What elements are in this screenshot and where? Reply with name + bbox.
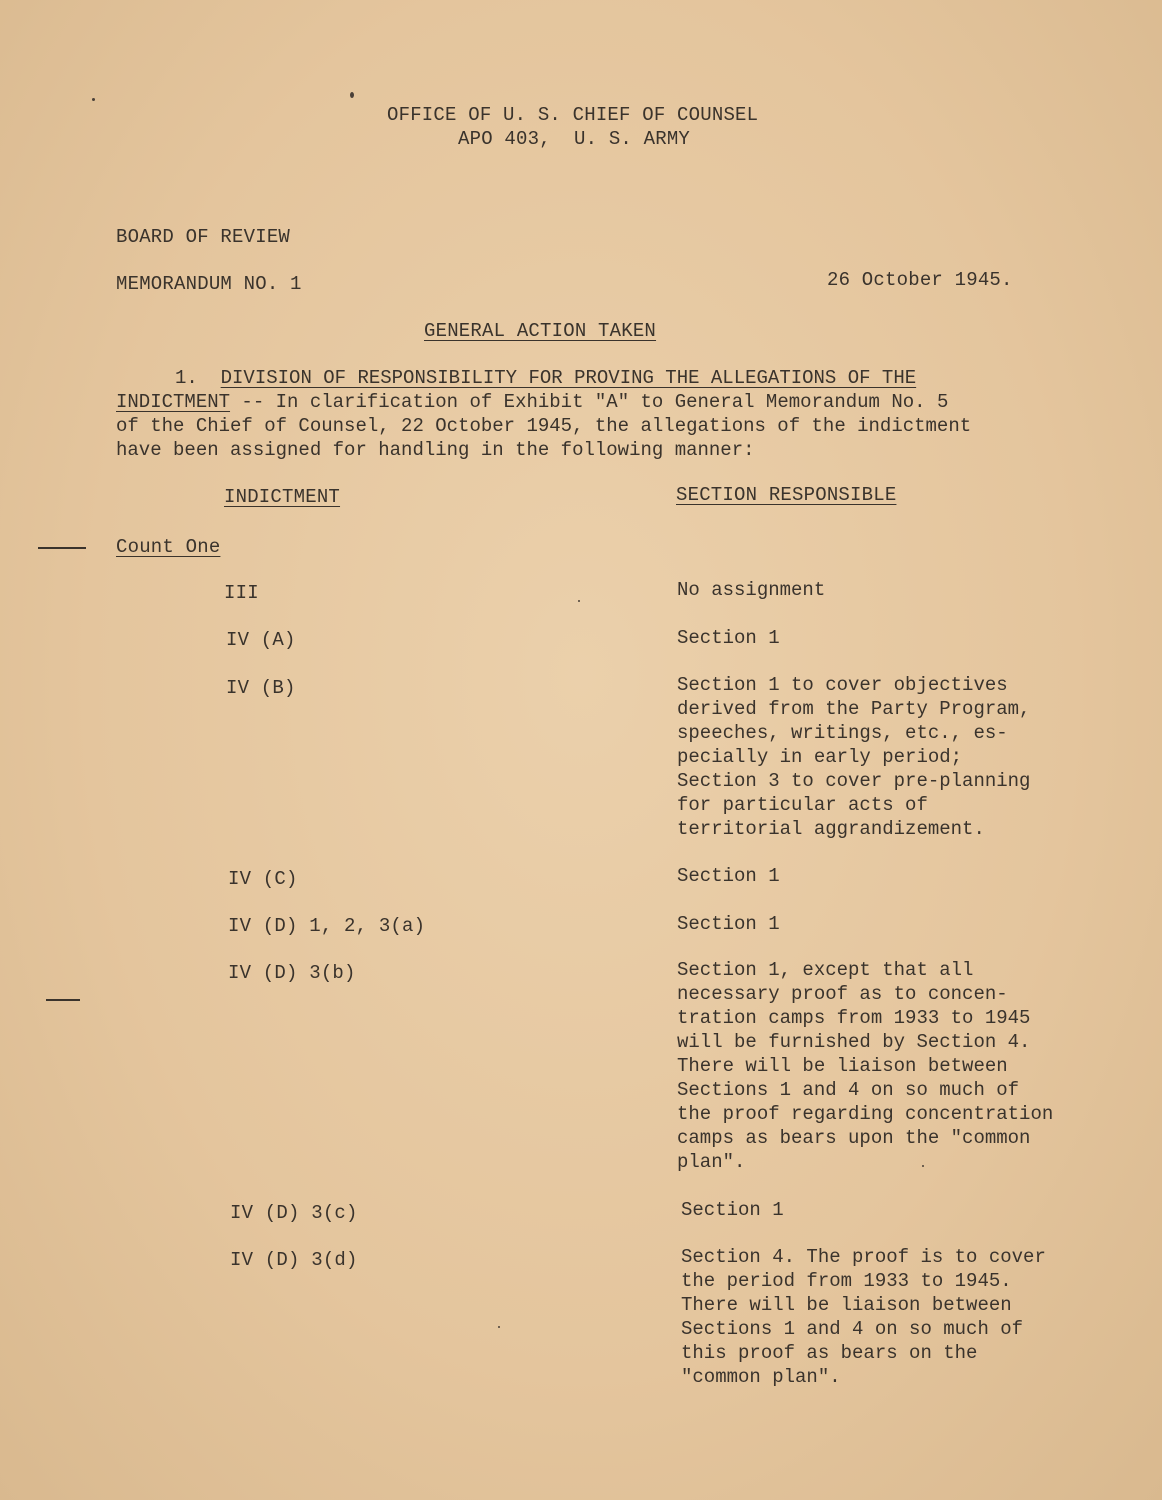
count-label: Count One [116,536,221,558]
indictment-column-header: INDICTMENT [224,486,341,508]
paragraph-line-1 [175,366,916,390]
paragraph-heading-cont: INDICTMENT [116,391,231,413]
section-responsible: Section 1 [677,627,780,649]
address-header: APO 403, U. S. ARMY [458,128,691,150]
section-responsible: Section 4. The proof is to cover the period from 1933 to 1945. There will be liaison between Sections 1 and 4 on so much of this proof as bears on the "common plan". [681,1246,1046,1388]
indictment-item: III [224,582,259,604]
indictment-item: IV (B) [226,677,296,699]
indictment-item: IV (C) [228,868,298,890]
margin-mark [38,547,86,549]
section-responsible: Section 1 [677,913,780,935]
indictment-item: IV (A) [226,629,296,651]
paragraph-text: -- In clarification of Exhibit "A" to General Memorandum No. 5 [230,391,949,413]
paragraph-line-3: of the Chief of Counsel, 22 October 1945, the allegations of the indictment [116,415,972,437]
indictment-item: IV (D) 3(b) [228,962,356,984]
memo-number: MEMORANDUM NO. 1 [116,273,302,295]
paragraph-heading: DIVISION OF RESPONSIBILITY FOR PROVING THE ALLEGATIONS OF THE [220,367,917,389]
section-responsible: Section 1 to cover objectives derived from the Party Program, speeches, writings, etc., es- pecially in early period; Section 3 to cover pre-planning for particular acts of territorial aggrandizement. [677,674,1031,840]
section-responsible: Section 1, except that all necessary proof as to concen- tration camps from 1933 to 1945 will be furnished by Section 4. There will be liaison between Sections 1 and 4 on so much of the proof regarding concentration camps as bears upon the "common plan". [677,959,1054,1173]
margin-mark [46,999,80,1001]
paper-speck [350,92,354,98]
paper-speck [578,600,580,602]
indictment-item: IV (D) 1, 2, 3(a) [228,915,426,937]
indictment-item: IV (D) 3(d) [230,1249,358,1271]
memo-date: 26 October 1945. [827,269,1013,291]
paragraph-number: 1. [175,367,198,389]
section-responsible: Section 1 [681,1199,784,1221]
section-title: GENERAL ACTION TAKEN [424,320,657,342]
paper-speck [498,1326,500,1328]
paper-speck [92,98,95,101]
office-header: OFFICE OF U. S. CHIEF OF COUNSEL [387,104,759,126]
paragraph-line-4: have been assigned for handling in the following manner: [116,439,755,461]
section-column-header: SECTION RESPONSIBLE [676,484,897,506]
paragraph-line-2 [116,390,948,414]
section-responsible: Section 1 [677,865,780,887]
indictment-item: IV (D) 3(c) [230,1202,358,1224]
section-responsible: No assignment [677,579,826,601]
board-title: BOARD OF REVIEW [116,226,291,248]
